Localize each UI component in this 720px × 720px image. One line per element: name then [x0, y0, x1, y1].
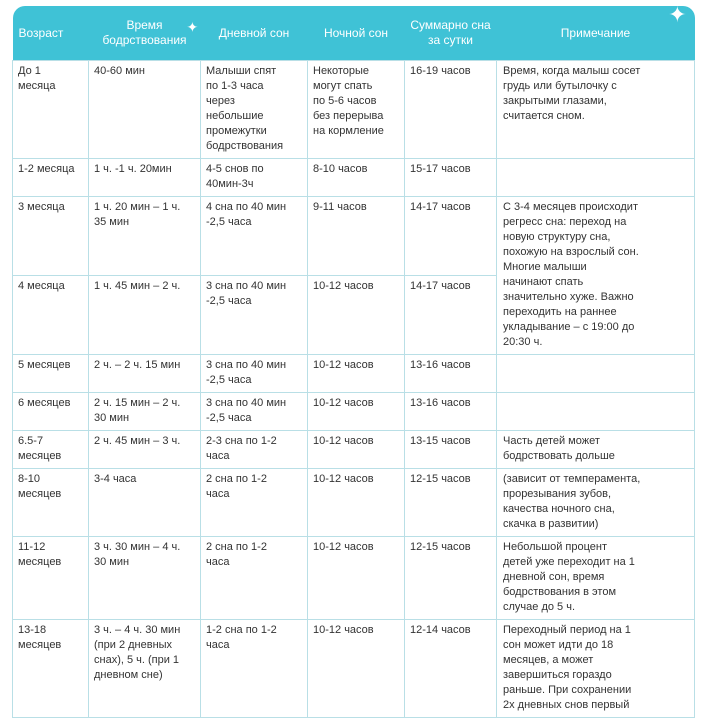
cell-day-sleep	[201, 537, 308, 620]
cell-day-sleep	[201, 197, 308, 276]
wake-text: 40-60 мин	[94, 65, 145, 77]
age-text: 3 месяца	[18, 201, 65, 213]
total-text: 12-14 часов	[410, 624, 471, 636]
cell-wake	[89, 355, 201, 393]
cell-night-sleep	[308, 469, 405, 537]
sleep-schedule-table	[12, 2, 695, 718]
night-sleep-text: 10-12 часов	[313, 397, 374, 409]
cell-note	[497, 537, 695, 620]
night-sleep-text: 9-11 часов	[313, 201, 367, 213]
cell-wake	[89, 469, 201, 537]
day-sleep-text: Малыши спят по 1-3 часа через небольшие промежутки бодрствования	[206, 65, 284, 152]
cell-wake	[89, 197, 201, 276]
total-text: 13-16 часов	[410, 359, 471, 371]
age-text: 6.5-7 месяцев	[18, 435, 62, 462]
cell-night-sleep	[308, 393, 405, 431]
cell-note	[497, 620, 695, 718]
age-text: 6 месяцев	[18, 397, 71, 409]
header-day-sleep-label: Дневной сон	[218, 25, 290, 40]
age-text: До 1 месяца	[18, 65, 56, 92]
cell-day-sleep	[201, 431, 308, 469]
header-note	[497, 2, 695, 61]
note-text: Время, когда малыш сосет грудь или бутылочку с закрытыми глазами, считается сном.	[503, 65, 641, 122]
cell-night-sleep	[308, 61, 405, 159]
age-text: 5 месяцев	[18, 359, 71, 371]
table-row	[13, 537, 695, 620]
cell-day-sleep	[201, 276, 308, 355]
header-night-sleep-label: Ночной сон	[323, 25, 389, 40]
wake-text: 3 ч. 30 мин – 4 ч. 30 мин	[94, 541, 181, 568]
cell-age	[13, 61, 89, 159]
cell-wake	[89, 620, 201, 718]
cell-note	[497, 469, 695, 537]
note-text: С 3-4 месяцев происходит регресс сна: переход на новую структуру сна, похожую на взрослый сон. Многие малыши начинают спать значительно хуже. Важно переходить на раннее укладывание – с 19:00 до 20:30 ч.	[503, 201, 639, 348]
cell-wake	[89, 276, 201, 355]
header-day-sleep	[201, 6, 308, 61]
cell-night-sleep	[308, 431, 405, 469]
table-row	[13, 620, 695, 718]
cell-note	[497, 197, 695, 355]
cell-day-sleep	[201, 159, 308, 197]
total-text: 12-15 часов	[410, 541, 471, 553]
cell-total	[405, 537, 497, 620]
header-row	[13, 6, 695, 61]
total-text: 14-17 часов	[410, 280, 471, 292]
day-sleep-text: 1-2 сна по 1-2 часа	[206, 624, 277, 651]
cell-wake	[89, 537, 201, 620]
night-sleep-text: 10-12 часов	[313, 280, 374, 292]
header-total-sleep	[405, 6, 497, 61]
cell-age	[13, 469, 89, 537]
header-age-label: Возраст	[18, 25, 64, 40]
age-text: 11-12 месяцев	[18, 541, 62, 568]
cell-age	[13, 276, 89, 355]
wake-text: 3-4 часа	[94, 473, 137, 485]
table-row	[13, 197, 695, 276]
cell-day-sleep	[201, 620, 308, 718]
wake-text: 3 ч. – 4 ч. 30 мин (при 2 дневных снах), 5 ч. (при 1 дневном сне)	[94, 624, 181, 681]
wake-text: 2 ч. – 2 ч. 15 мин	[94, 359, 181, 371]
night-sleep-text: 10-12 часов	[313, 473, 374, 485]
cell-total	[405, 620, 497, 718]
day-sleep-text: 2-3 сна по 1-2 часа	[206, 435, 277, 462]
cell-day-sleep	[201, 61, 308, 159]
cell-total	[405, 159, 497, 197]
night-sleep-text: 10-12 часов	[313, 435, 374, 447]
table-row	[13, 431, 695, 469]
sleep-schedule-table-wrapper	[12, 2, 694, 718]
cell-day-sleep	[201, 469, 308, 537]
cell-total	[405, 197, 497, 276]
cell-note	[497, 431, 695, 469]
day-sleep-text: 2 сна по 1-2 часа	[206, 473, 267, 500]
age-text: 1-2 месяца	[18, 163, 75, 175]
day-sleep-text: 3 сна по 40 мин -2,5 часа	[206, 397, 287, 424]
header-age	[13, 6, 89, 61]
cell-night-sleep	[308, 620, 405, 718]
cell-day-sleep	[201, 393, 308, 431]
night-sleep-text: Некоторые могут спать по 5-6 часов без перерыва на кормление	[313, 65, 384, 137]
wake-text: 2 ч. 45 мин – 3 ч.	[94, 435, 181, 447]
note-text: Переходный период на 1 сон может идти до 18 месяцев, а может завершиться гораздо раньше. При сохранении 2х дневных снов первый	[503, 624, 632, 711]
day-sleep-text: 3 сна по 40 мин -2,5 часа	[206, 359, 287, 386]
cell-age	[13, 537, 89, 620]
cell-wake	[89, 61, 201, 159]
cell-note	[497, 159, 695, 197]
cell-total	[405, 431, 497, 469]
table-header	[13, 2, 695, 61]
header-wake-label: Время бодрствования	[102, 18, 187, 47]
age-text: 4 месяца	[18, 280, 65, 292]
table-body	[13, 61, 695, 718]
note-text: (зависит от темперамента, прорезывания зубов, качества ночного сна, скачка в развитии)	[503, 473, 641, 530]
total-text: 16-19 часов	[410, 65, 471, 77]
table-row	[13, 61, 695, 159]
note-text: Часть детей может бодрствовать дольше	[503, 435, 615, 462]
star-icon: ✦	[668, 2, 687, 27]
cell-total	[405, 393, 497, 431]
cell-wake	[89, 393, 201, 431]
cell-age	[13, 393, 89, 431]
wake-text: 1 ч. 45 мин – 2 ч.	[94, 280, 181, 292]
day-sleep-text: 4 сна по 40 мин -2,5 часа	[206, 201, 287, 228]
cell-age	[13, 197, 89, 276]
table-row	[13, 159, 695, 197]
cell-age	[13, 355, 89, 393]
cell-note	[497, 393, 695, 431]
cell-night-sleep	[308, 355, 405, 393]
cell-total	[405, 469, 497, 537]
cell-note	[497, 61, 695, 159]
total-text: 13-16 часов	[410, 397, 471, 409]
wake-text: 1 ч. -1 ч. 20мин	[94, 163, 172, 175]
total-text: 12-15 часов	[410, 473, 471, 485]
age-text: 8-10 месяцев	[18, 473, 62, 500]
night-sleep-text: 10-12 часов	[313, 624, 374, 636]
cell-total	[405, 276, 497, 355]
header-note-label: Примечание	[560, 25, 631, 40]
night-sleep-text: 8-10 часов	[313, 163, 368, 175]
cell-day-sleep	[201, 355, 308, 393]
day-sleep-text: 4-5 снов по 40мин-3ч	[206, 163, 264, 190]
cell-total	[405, 355, 497, 393]
total-text: 14-17 часов	[410, 201, 471, 213]
cell-age	[13, 620, 89, 718]
cell-night-sleep	[308, 159, 405, 197]
star-icon: ✦	[186, 19, 199, 35]
night-sleep-text: 10-12 часов	[313, 359, 374, 371]
header-night-sleep	[308, 6, 405, 61]
cell-night-sleep	[308, 276, 405, 355]
wake-text: 2 ч. 15 мин – 2 ч. 30 мин	[94, 397, 181, 424]
day-sleep-text: 3 сна по 40 мин -2,5 часа	[206, 280, 287, 307]
age-text: 13-18 месяцев	[18, 624, 62, 651]
table-row	[13, 355, 695, 393]
cell-night-sleep	[308, 197, 405, 276]
cell-note	[497, 355, 695, 393]
cell-wake	[89, 431, 201, 469]
note-text: Небольшой процент детей уже переходит на 1 дневной сон, время бодрствования в этом случае до 5 ч.	[503, 541, 635, 613]
total-text: 13-15 часов	[410, 435, 471, 447]
cell-age	[13, 431, 89, 469]
night-sleep-text: 10-12 часов	[313, 541, 374, 553]
total-text: 15-17 часов	[410, 163, 471, 175]
table-row	[13, 469, 695, 537]
cell-total	[405, 61, 497, 159]
wake-text: 1 ч. 20 мин – 1 ч. 35 мин	[94, 201, 181, 228]
cell-age	[13, 159, 89, 197]
cell-night-sleep	[308, 537, 405, 620]
day-sleep-text: 2 сна по 1-2 часа	[206, 541, 267, 568]
cell-wake	[89, 159, 201, 197]
header-total-label: Суммарно сна за сутки	[410, 18, 491, 47]
table-row	[13, 393, 695, 431]
header-wake-time	[89, 6, 201, 61]
